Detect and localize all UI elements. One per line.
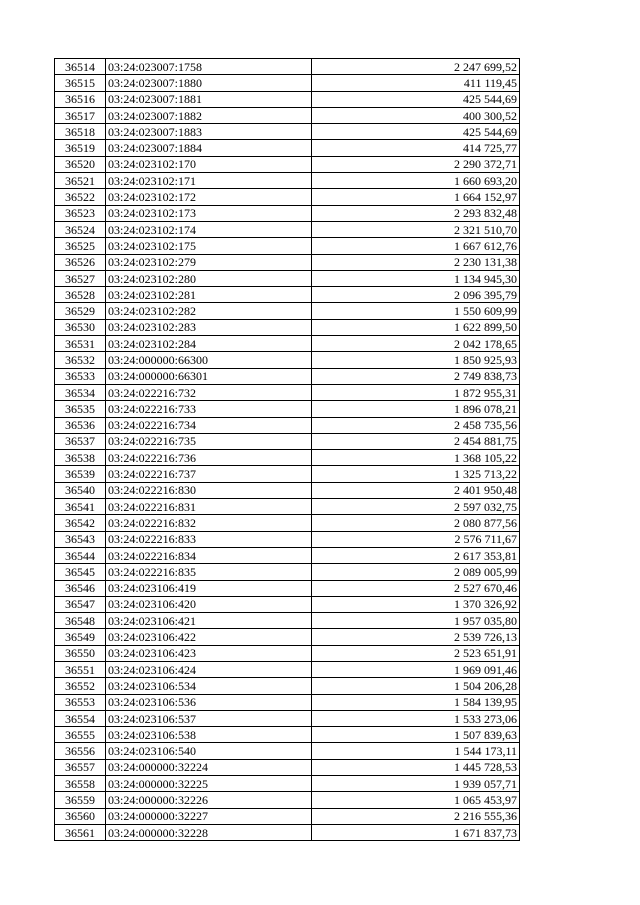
table-row: [55, 824, 520, 840]
cadastral-value-cell: 1 660 693,20: [312, 173, 520, 189]
cadastral-number-cell: 03:24:023102:283: [106, 319, 312, 335]
cadastral-number-cell: 03:24:023106:424: [106, 661, 312, 677]
row-number-cell: 36540: [55, 482, 106, 498]
cadastral-value-cell: 2 230 131,38: [312, 254, 520, 270]
row-number-cell: 36517: [55, 107, 106, 123]
cadastral-value-cell: 1 504 206,28: [312, 678, 520, 694]
cadastral-value-cell: 1 939 057,71: [312, 776, 520, 792]
cadastral-number-cell: 03:24:022216:735: [106, 433, 312, 449]
table-row: [55, 417, 520, 433]
cadastral-value-cell: 2 080 877,56: [312, 515, 520, 531]
cadastral-value-cell: 1 544 173,11: [312, 743, 520, 759]
cadastral-number-cell: 03:24:022216:736: [106, 450, 312, 466]
row-number-cell: 36560: [55, 808, 106, 824]
row-number-cell: 36556: [55, 743, 106, 759]
cadastral-value-cell: 1 533 273,06: [312, 710, 520, 726]
table-row: [55, 336, 520, 352]
cadastral-number-cell: 03:24:023007:1884: [106, 140, 312, 156]
row-number-cell: 36537: [55, 433, 106, 449]
row-number-cell: 36542: [55, 515, 106, 531]
cadastral-number-cell: 03:24:023106:421: [106, 613, 312, 629]
cadastral-number-cell: 03:24:022216:834: [106, 547, 312, 563]
table-row: [55, 661, 520, 677]
row-number-cell: 36515: [55, 75, 106, 91]
cadastral-value-cell: 1 622 899,50: [312, 319, 520, 335]
row-number-cell: 36558: [55, 776, 106, 792]
table-row: [55, 564, 520, 580]
table-row: [55, 629, 520, 645]
table-row: [55, 808, 520, 824]
cadastral-number-cell: 03:24:023106:534: [106, 678, 312, 694]
row-number-cell: 36547: [55, 596, 106, 612]
cadastral-value-cell: 411 119,45: [312, 75, 520, 91]
cadastral-value-cell: 2 523 651,91: [312, 645, 520, 661]
cadastral-number-cell: 03:24:022216:833: [106, 531, 312, 547]
row-number-cell: 36514: [55, 59, 106, 75]
row-number-cell: 36536: [55, 417, 106, 433]
cadastral-number-cell: 03:24:000000:32227: [106, 808, 312, 824]
cadastral-number-cell: 03:24:022216:831: [106, 499, 312, 515]
cadastral-value-cell: 2 454 881,75: [312, 433, 520, 449]
row-number-cell: 36545: [55, 564, 106, 580]
cadastral-value-cell: 1 550 609,99: [312, 303, 520, 319]
cadastral-value-cell: 2 293 832,48: [312, 205, 520, 221]
table-row: [55, 221, 520, 237]
cadastral-number-cell: 03:24:023007:1758: [106, 59, 312, 75]
row-number-cell: 36548: [55, 613, 106, 629]
table-row: [55, 792, 520, 808]
row-number-cell: 36532: [55, 352, 106, 368]
cadastral-number-cell: 03:24:023106:538: [106, 727, 312, 743]
row-number-cell: 36538: [55, 450, 106, 466]
row-number-cell: 36530: [55, 319, 106, 335]
table-row: [55, 287, 520, 303]
table-row: [55, 124, 520, 140]
row-number-cell: 36549: [55, 629, 106, 645]
row-number-cell: 36551: [55, 661, 106, 677]
row-number-cell: 36520: [55, 156, 106, 172]
cadastral-number-cell: 03:24:022216:737: [106, 466, 312, 482]
table-row: [55, 613, 520, 629]
cadastral-value-cell: 1 584 139,95: [312, 694, 520, 710]
cadastral-number-cell: 03:24:022216:734: [106, 417, 312, 433]
table-row: [55, 580, 520, 596]
cadastral-number-cell: 03:24:022216:733: [106, 401, 312, 417]
table-row: [55, 91, 520, 107]
table-row: [55, 254, 520, 270]
cadastral-value-cell: 425 544,69: [312, 91, 520, 107]
cadastral-value-cell: 1 325 713,22: [312, 466, 520, 482]
cadastral-value-table: [54, 58, 520, 841]
table-row: [55, 433, 520, 449]
row-number-cell: 36535: [55, 401, 106, 417]
row-number-cell: 36529: [55, 303, 106, 319]
row-number-cell: 36533: [55, 368, 106, 384]
cadastral-value-cell: 1 850 925,93: [312, 352, 520, 368]
row-number-cell: 36525: [55, 238, 106, 254]
table-row: [55, 205, 520, 221]
cadastral-number-cell: 03:24:023102:284: [106, 336, 312, 352]
table-row: [55, 352, 520, 368]
row-number-cell: 36554: [55, 710, 106, 726]
cadastral-value-cell: 1 368 105,22: [312, 450, 520, 466]
row-number-cell: 36546: [55, 580, 106, 596]
cadastral-number-cell: 03:24:023007:1883: [106, 124, 312, 140]
cadastral-value-cell: 2 042 178,65: [312, 336, 520, 352]
table-row: [55, 75, 520, 91]
row-number-cell: 36557: [55, 759, 106, 775]
cadastral-value-cell: 2 617 353,81: [312, 547, 520, 563]
cadastral-value-cell: 1 065 453,97: [312, 792, 520, 808]
table-row: [55, 499, 520, 515]
cadastral-value-cell: 2 527 670,46: [312, 580, 520, 596]
table-row: [55, 238, 520, 254]
table-row: [55, 466, 520, 482]
table-row: [55, 678, 520, 694]
row-number-cell: 36526: [55, 254, 106, 270]
table-row: [55, 645, 520, 661]
table-row: [55, 270, 520, 286]
table-row: [55, 710, 520, 726]
table-row: [55, 107, 520, 123]
cadastral-value-cell: 1 957 035,80: [312, 613, 520, 629]
table-body: [55, 59, 520, 841]
cadastral-value-cell: 2 216 555,36: [312, 808, 520, 824]
cadastral-value-cell: 1 969 091,46: [312, 661, 520, 677]
table-row: [55, 743, 520, 759]
row-number-cell: 36521: [55, 173, 106, 189]
table-row: [55, 482, 520, 498]
cadastral-value-cell: 1 671 837,73: [312, 824, 520, 840]
cadastral-value-cell: 425 544,69: [312, 124, 520, 140]
row-number-cell: 36519: [55, 140, 106, 156]
cadastral-value-cell: 2 576 711,67: [312, 531, 520, 547]
cadastral-value-cell: 2 749 838,73: [312, 368, 520, 384]
table-row: [55, 140, 520, 156]
document-page: [54, 58, 520, 841]
cadastral-value-cell: 2 290 372,71: [312, 156, 520, 172]
table-row: [55, 694, 520, 710]
cadastral-value-cell: 1 667 612,76: [312, 238, 520, 254]
row-number-cell: 36523: [55, 205, 106, 221]
cadastral-number-cell: 03:24:023102:282: [106, 303, 312, 319]
cadastral-number-cell: 03:24:022216:830: [106, 482, 312, 498]
row-number-cell: 36541: [55, 499, 106, 515]
cadastral-value-cell: 1 445 728,53: [312, 759, 520, 775]
cadastral-number-cell: 03:24:023007:1880: [106, 75, 312, 91]
cadastral-number-cell: 03:24:023102:172: [106, 189, 312, 205]
cadastral-value-cell: 414 725,77: [312, 140, 520, 156]
cadastral-number-cell: 03:24:023106:420: [106, 596, 312, 612]
cadastral-number-cell: 03:24:023106:423: [106, 645, 312, 661]
cadastral-value-cell: 2 321 510,70: [312, 221, 520, 237]
cadastral-value-cell: 2 539 726,13: [312, 629, 520, 645]
row-number-cell: 36528: [55, 287, 106, 303]
cadastral-number-cell: 03:24:000000:32225: [106, 776, 312, 792]
cadastral-value-cell: 1 664 152,97: [312, 189, 520, 205]
row-number-cell: 36543: [55, 531, 106, 547]
cadastral-value-cell: 2 089 005,99: [312, 564, 520, 580]
table-row: [55, 531, 520, 547]
cadastral-number-cell: 03:24:023102:174: [106, 221, 312, 237]
table-row: [55, 596, 520, 612]
table-row: [55, 547, 520, 563]
cadastral-number-cell: 03:24:023102:175: [106, 238, 312, 254]
cadastral-number-cell: 03:24:022216:835: [106, 564, 312, 580]
row-number-cell: 36552: [55, 678, 106, 694]
cadastral-value-cell: 2 247 699,52: [312, 59, 520, 75]
cadastral-number-cell: 03:24:000000:32224: [106, 759, 312, 775]
table-row: [55, 759, 520, 775]
cadastral-value-cell: 2 597 032,75: [312, 499, 520, 515]
table-row: [55, 515, 520, 531]
row-number-cell: 36555: [55, 727, 106, 743]
row-number-cell: 36534: [55, 384, 106, 400]
table-row: [55, 401, 520, 417]
cadastral-value-cell: 1 872 955,31: [312, 384, 520, 400]
row-number-cell: 36527: [55, 270, 106, 286]
cadastral-number-cell: 03:24:023007:1881: [106, 91, 312, 107]
table-row: [55, 59, 520, 75]
cadastral-number-cell: 03:24:023102:171: [106, 173, 312, 189]
table-row: [55, 727, 520, 743]
table-row: [55, 156, 520, 172]
row-number-cell: 36516: [55, 91, 106, 107]
row-number-cell: 36553: [55, 694, 106, 710]
cadastral-number-cell: 03:24:000000:66300: [106, 352, 312, 368]
cadastral-number-cell: 03:24:022216:732: [106, 384, 312, 400]
cadastral-number-cell: 03:24:023106:422: [106, 629, 312, 645]
row-number-cell: 36561: [55, 824, 106, 840]
cadastral-number-cell: 03:24:000000:32226: [106, 792, 312, 808]
cadastral-number-cell: 03:24:023102:279: [106, 254, 312, 270]
table-row: [55, 368, 520, 384]
row-number-cell: 36539: [55, 466, 106, 482]
cadastral-number-cell: 03:24:023102:280: [106, 270, 312, 286]
cadastral-number-cell: 03:24:023102:281: [106, 287, 312, 303]
cadastral-value-cell: 2 401 950,48: [312, 482, 520, 498]
cadastral-number-cell: 03:24:023106:419: [106, 580, 312, 596]
row-number-cell: 36559: [55, 792, 106, 808]
row-number-cell: 36531: [55, 336, 106, 352]
table-row: [55, 173, 520, 189]
cadastral-value-cell: 400 300,52: [312, 107, 520, 123]
cadastral-value-cell: 2 096 395,79: [312, 287, 520, 303]
row-number-cell: 36550: [55, 645, 106, 661]
table-row: [55, 384, 520, 400]
cadastral-number-cell: 03:24:000000:66301: [106, 368, 312, 384]
cadastral-value-cell: 2 458 735,56: [312, 417, 520, 433]
table-row: [55, 303, 520, 319]
cadastral-value-cell: 1 507 839,63: [312, 727, 520, 743]
cadastral-number-cell: 03:24:023106:540: [106, 743, 312, 759]
cadastral-number-cell: 03:24:023106:536: [106, 694, 312, 710]
table-row: [55, 189, 520, 205]
row-number-cell: 36544: [55, 547, 106, 563]
cadastral-number-cell: 03:24:023106:537: [106, 710, 312, 726]
cadastral-number-cell: 03:24:023102:173: [106, 205, 312, 221]
cadastral-value-cell: 1 370 326,92: [312, 596, 520, 612]
cadastral-number-cell: 03:24:023102:170: [106, 156, 312, 172]
table-row: [55, 776, 520, 792]
row-number-cell: 36524: [55, 221, 106, 237]
table-row: [55, 450, 520, 466]
row-number-cell: 36518: [55, 124, 106, 140]
cadastral-value-cell: 1 134 945,30: [312, 270, 520, 286]
cadastral-number-cell: 03:24:000000:32228: [106, 824, 312, 840]
row-number-cell: 36522: [55, 189, 106, 205]
cadastral-number-cell: 03:24:022216:832: [106, 515, 312, 531]
table-row: [55, 319, 520, 335]
cadastral-number-cell: 03:24:023007:1882: [106, 107, 312, 123]
cadastral-value-cell: 1 896 078,21: [312, 401, 520, 417]
